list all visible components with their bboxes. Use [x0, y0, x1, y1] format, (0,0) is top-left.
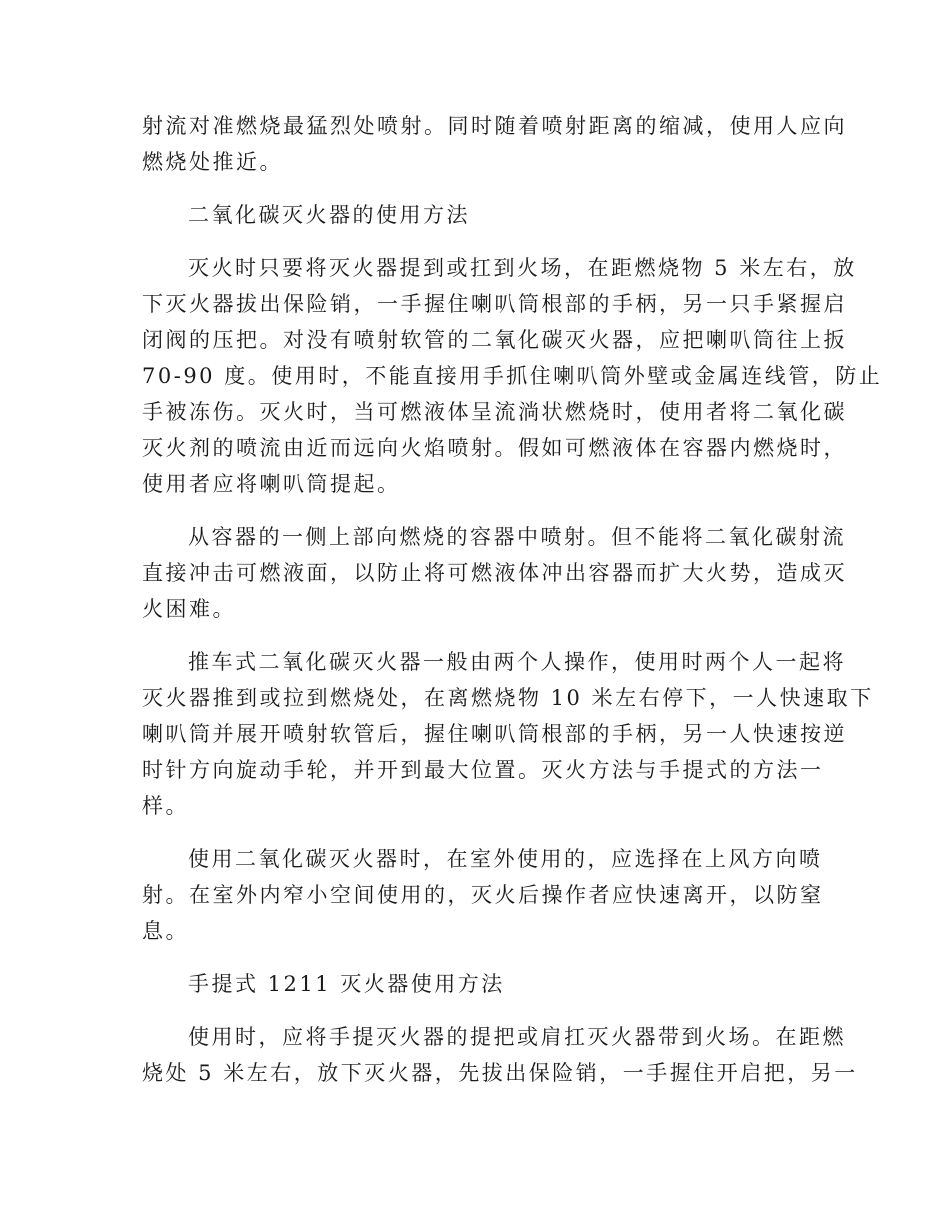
text-line: 使用二氧化碳灭火器时，在室外使用的，应选择在上风方向喷 [188, 847, 823, 871]
paragraph-gap [142, 502, 802, 519]
paragraph-gap [142, 824, 802, 841]
text-line: 使用时，应将手提灭火器的提把或肩扛灭火器带到火场。在距燃 [188, 1025, 846, 1049]
paragraph [142, 644, 874, 824]
text-line: 从容器的一侧上部向燃烧的容器中喷射。但不能将二氧化碳射流 [188, 525, 846, 549]
paragraph [142, 250, 883, 502]
text-line: 样。 [142, 794, 189, 818]
text-line: 射流对准燃烧最猛烈处喷射。同时随着喷射距离的缩减，使用人应向 [142, 114, 847, 138]
text-line: 射。在室外内窄小空间使用的，灭火后操作者应快速离开，以防窒 [142, 883, 824, 907]
text-line: 火困难。 [142, 597, 236, 621]
text-line: 时针方向旋动手轮，并开到最大位置。灭火方法与手提式的方法一 [142, 758, 824, 782]
text-line: 喇叭筒并展开喷射软管后，握住喇叭筒根部的手柄，另一人快速按逆 [142, 722, 847, 746]
paragraph [142, 841, 824, 949]
paragraph-gap [142, 627, 802, 644]
text-line: 闭阀的压把。对没有喷射软管的二氧化碳灭火器，应把喇叭筒往上扳 [142, 328, 847, 352]
paragraph [142, 108, 847, 180]
text-line: 推车式二氧化碳灭火器一般由两个人操作，使用时两个人一起将 [188, 650, 846, 674]
paragraph-gap [142, 1002, 802, 1019]
text-line: 下灭火器拔出保险销，一手握住喇叭筒根部的手柄，另一只手紧握启 [142, 292, 847, 316]
paragraph-gap [142, 949, 802, 966]
section-heading [142, 197, 802, 233]
text-line: 70-90 度。使用时，不能直接用手抓住喇叭筒外壁或金属连线管，防止 [142, 364, 883, 388]
paragraph [142, 1019, 858, 1091]
text-line: 手被冻伤。灭火时，当可燃液体呈流淌状燃烧时，使用者将二氧化碳 [142, 400, 847, 424]
text-line: 使用者应将喇叭筒提起。 [142, 472, 401, 496]
text-line: 燃烧处推近。 [142, 150, 283, 174]
paragraph-gap [142, 180, 802, 197]
text-line: 息。 [142, 919, 189, 943]
paragraph-gap [142, 233, 802, 250]
section-heading [142, 966, 802, 1002]
text-line: 烧处 5 米左右，放下灭火器，先拔出保险销，一手握住开启把，另一 [142, 1061, 858, 1085]
text-line: 灭火时只要将灭火器提到或扛到火场，在距燃烧物 5 米左右，放 [188, 256, 857, 280]
section-heading-text: 二氧化碳灭火器的使用方法 [188, 203, 470, 227]
text-line: 灭火剂的喷流由近而远向火焰喷射。假如可燃液体在容器内燃烧时， [142, 436, 847, 460]
document-body [142, 108, 883, 1091]
text-line: 直接冲击可燃液面，以防止将可燃液体冲出容器而扩大火势，造成灭 [142, 561, 847, 585]
text-line: 灭火器推到或拉到燃烧处，在离燃烧物 10 米左右停下，一人快速取下 [142, 686, 874, 710]
paragraph [142, 519, 847, 627]
section-heading-text: 手提式 1211 灭火器使用方法 [188, 972, 505, 996]
